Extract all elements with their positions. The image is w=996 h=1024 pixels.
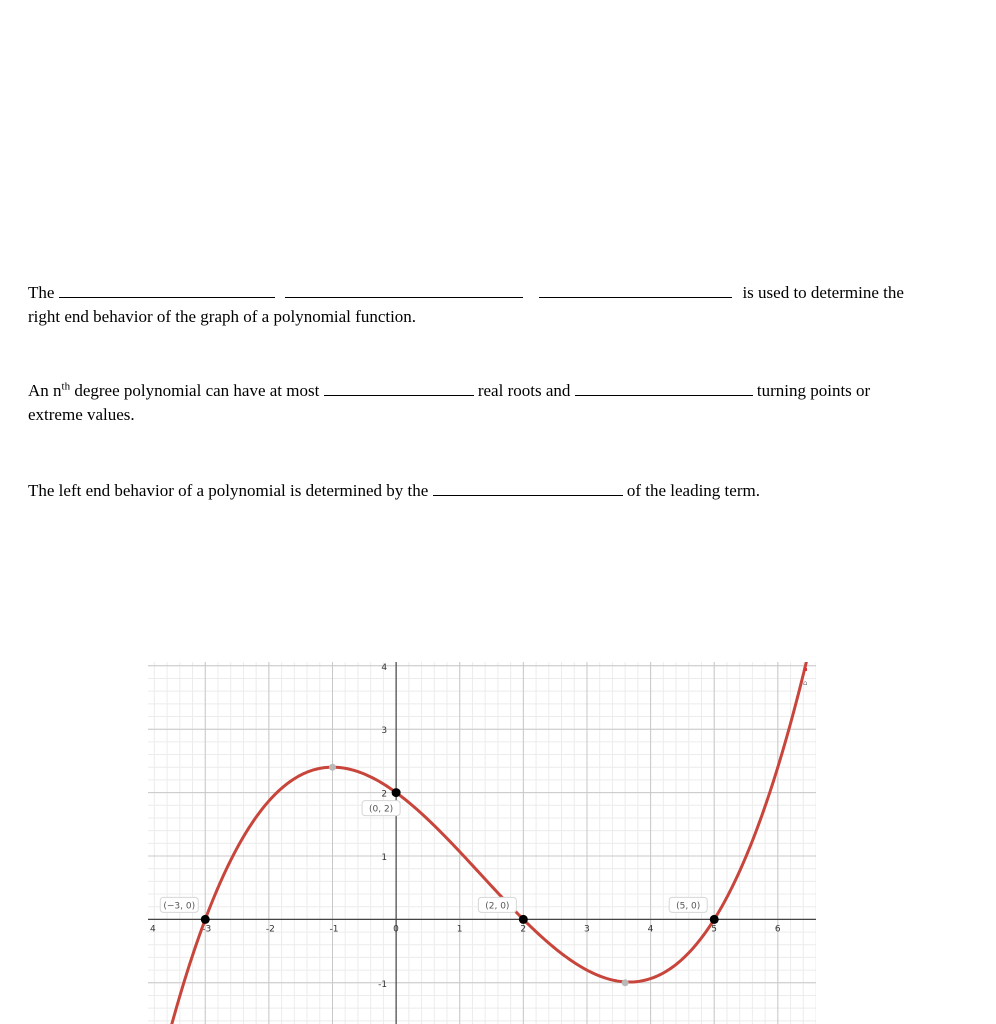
question-2-line-1	[28, 380, 870, 402]
q2-start: An n	[28, 381, 62, 400]
x-tick-label: 4	[647, 924, 654, 935]
extremum-point	[329, 764, 336, 771]
x-tick-label: 0	[393, 924, 399, 935]
blank-2a[interactable]	[324, 380, 474, 396]
grid-minor	[148, 662, 816, 1024]
question-3	[28, 480, 760, 502]
blank-1b[interactable]	[285, 282, 523, 298]
x-tick-label: -2	[265, 924, 275, 935]
point-label: (0, 2)	[369, 804, 394, 815]
x-tick-label: 3	[583, 924, 590, 935]
q2-rest: degree polynomial can have at most	[70, 381, 320, 400]
x-tick-label: -1	[329, 924, 339, 935]
blank-1c[interactable]	[539, 282, 732, 298]
x-tick-label: 6	[774, 924, 781, 935]
q1-start: The	[28, 283, 55, 302]
y-tick-label: 4	[381, 662, 388, 673]
blank-2b[interactable]	[575, 380, 753, 396]
x-tick-label: 2	[520, 924, 527, 935]
q2-line-2: extreme values.	[28, 405, 135, 424]
point-label: (2, 0)	[485, 901, 510, 912]
x-tick-label: 5	[711, 924, 717, 935]
key-point	[201, 915, 210, 924]
q2-sup: th	[61, 380, 71, 393]
y-tick-label: -1	[378, 979, 388, 990]
key-point	[392, 788, 401, 797]
point-label: (5, 0)	[676, 901, 701, 912]
q1-end: is used to determine the	[742, 283, 904, 302]
q1-line-2: right end behavior of the graph of a polynomial function.	[28, 307, 417, 326]
y-tick-label: 3	[381, 726, 388, 737]
y-tick-label: 1	[381, 852, 388, 863]
key-point	[519, 915, 528, 924]
x-tick-label: 1	[456, 924, 463, 935]
q3-end: of the leading term.	[626, 481, 760, 500]
polynomial-graph	[148, 662, 816, 1024]
point-label: (−3, 0)	[163, 901, 196, 912]
key-point	[710, 915, 719, 924]
blank-1a[interactable]	[59, 282, 275, 298]
question-1-line-1	[28, 282, 904, 304]
q2-mid: real roots and	[477, 381, 571, 400]
q2-end: turning points or	[756, 381, 871, 400]
x-tick-label: -3	[202, 924, 212, 935]
svg-text:⌂: ⌂	[803, 679, 808, 687]
extremum-point	[622, 979, 629, 986]
y-tick-label: 2	[381, 789, 388, 800]
blank-3a[interactable]	[433, 480, 623, 496]
x-tick-label: 4	[150, 924, 156, 935]
q3-start: The left end behavior of a polynomial is determined by the	[28, 481, 429, 500]
